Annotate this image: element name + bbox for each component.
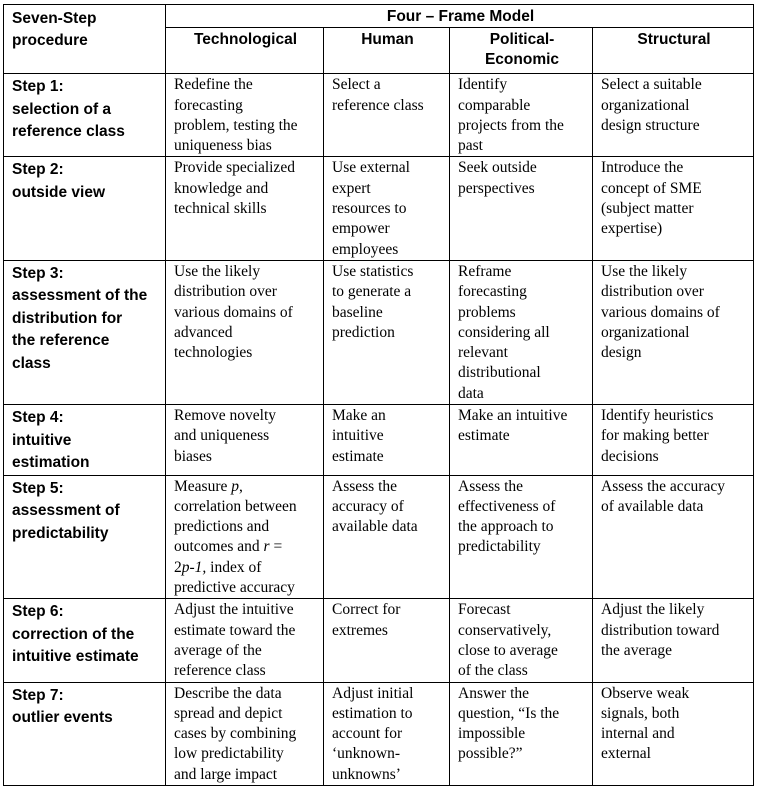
cell-line: possible?” — [458, 745, 523, 763]
cell-line: expert — [332, 179, 371, 197]
cell-line: cases by combining — [174, 725, 297, 743]
cell-line: various domains of — [601, 303, 720, 321]
table-row — [4, 157, 754, 260]
cell-structural — [593, 475, 754, 599]
cell-line: advanced — [174, 323, 233, 341]
step-cell — [4, 475, 166, 599]
cell-line: the approach to — [458, 518, 554, 536]
cell-line: employees — [332, 240, 399, 258]
cell-line: organizational — [601, 323, 690, 341]
cell-technological — [166, 74, 324, 157]
table-row — [4, 74, 754, 157]
cell-line: for making better — [601, 427, 709, 445]
table-row — [4, 260, 754, 404]
cell-line: uniqueness bias — [174, 137, 272, 155]
cell-line: empower — [332, 220, 390, 238]
cell-technological — [166, 475, 324, 599]
cell-line: accuracy of — [332, 497, 404, 515]
step-cell — [4, 599, 166, 682]
step-line: Step 4: — [12, 409, 64, 427]
cell-line: Adjust initial — [332, 684, 414, 702]
cell-line: Use the likely — [174, 262, 261, 280]
cell-line: low predictability — [174, 745, 284, 763]
cell-line: comparable — [458, 96, 531, 114]
cell-line: predictions and — [174, 518, 270, 536]
math-variable: r — [263, 538, 270, 556]
cell-line: Seek outside — [458, 159, 537, 177]
text-fragment: index of — [206, 558, 262, 576]
cell-technological — [166, 260, 324, 404]
cell-line: account for — [332, 725, 403, 743]
cell-line: Use statistics — [332, 262, 414, 280]
col-header-technological: Technological — [166, 28, 324, 74]
step-cell — [4, 260, 166, 404]
cell-line: unknowns’ — [332, 765, 401, 783]
step-line: estimation — [12, 454, 90, 472]
cell-structural — [593, 599, 754, 682]
cell-line — [174, 477, 317, 497]
col-header-political-economic — [450, 28, 593, 74]
cell-line: distribution over — [601, 283, 704, 301]
cell-line: data — [458, 384, 484, 402]
cell-line: Identify heuristics — [601, 407, 714, 425]
step-line: distribution for — [12, 309, 123, 327]
cell-line: external — [601, 745, 651, 763]
cell-line: distributional — [458, 364, 541, 382]
cell-line: baseline — [332, 303, 383, 321]
cell-human — [324, 74, 450, 157]
cell-line: of available data — [601, 497, 704, 515]
cell-line: organizational — [601, 96, 690, 114]
cell-line: design — [601, 344, 642, 362]
cell-line: Correct for — [332, 601, 401, 619]
cell-line: of the class — [458, 662, 528, 680]
text-fragment: Measure — [174, 477, 232, 495]
step-line: assessment of — [12, 502, 120, 520]
group-header: Four – Frame Model — [166, 5, 754, 28]
cell-line: average of the — [174, 641, 262, 659]
cell-line: resources to — [332, 200, 407, 218]
step-line: correction of the — [12, 625, 135, 643]
cell-line: Redefine the — [174, 76, 253, 94]
cell-line: prediction — [332, 323, 395, 341]
cell-line: available data — [332, 518, 418, 536]
cell-line: reference class — [332, 96, 424, 114]
cell-line: reference class — [174, 662, 266, 680]
cell-human — [324, 599, 450, 682]
cell-line: Remove novelty — [174, 407, 277, 425]
cell-line: Use the likely — [601, 262, 688, 280]
col-header-structural: Structural — [593, 28, 754, 74]
cell-line: concept of SME — [601, 179, 702, 197]
step-cell — [4, 405, 166, 476]
cell-line: considering all — [458, 323, 550, 341]
cell-line: Answer the — [458, 684, 530, 702]
cell-line: Make an intuitive — [458, 407, 568, 425]
text-fragment: = — [269, 538, 283, 556]
cell-line: the average — [601, 641, 672, 659]
cell-line: Assess the accuracy — [601, 477, 725, 495]
table-row — [4, 682, 754, 785]
step-line: reference class — [12, 123, 125, 141]
cell-political-economic — [450, 682, 593, 785]
text-fragment: , — [239, 477, 243, 495]
col-header-human: Human — [324, 28, 450, 74]
cell-line: Select a suitable — [601, 76, 702, 94]
step-line: Step 2: — [12, 161, 64, 179]
text-fragment: -1, — [189, 558, 207, 576]
cell-line: extremes — [332, 621, 388, 639]
cell-line: design structure — [601, 116, 700, 134]
cell-line: perspectives — [458, 179, 535, 197]
step-line: outlier events — [12, 709, 113, 727]
step-line: Step 5: — [12, 479, 64, 497]
cell-line: to generate a — [332, 283, 412, 301]
math-variable: p — [231, 477, 239, 495]
corner-line: procedure — [12, 32, 88, 49]
cell-technological — [166, 682, 324, 785]
table-row — [4, 475, 754, 599]
cell-line: forecasting — [174, 96, 243, 114]
cell-structural — [593, 157, 754, 260]
cell-line: spread and depict — [174, 704, 283, 722]
corner-line: Seven-Step — [12, 10, 97, 27]
cell-line: signals, both — [601, 704, 680, 722]
table-row — [4, 405, 754, 476]
cell-line: Reframe — [458, 262, 512, 280]
cell-human — [324, 405, 450, 476]
step-line: intuitive estimate — [12, 648, 139, 666]
col-header-line: Political- — [489, 31, 555, 49]
cell-line: Introduce the — [601, 159, 684, 177]
step-line: intuitive — [12, 431, 72, 449]
cell-line: distribution toward — [601, 621, 720, 639]
cell-line: ‘unknown- — [332, 745, 401, 763]
cell-line: predictive accuracy — [174, 579, 295, 597]
table-row — [4, 599, 754, 682]
cell-line: decisions — [601, 447, 659, 465]
text-fragment: outcomes and — [174, 538, 264, 556]
cell-line: correlation between — [174, 497, 297, 515]
cell-line: distribution over — [174, 283, 277, 301]
cell-line: conservatively, — [458, 621, 552, 639]
step-line: outside view — [12, 183, 106, 201]
cell-human — [324, 260, 450, 404]
cell-technological — [166, 405, 324, 476]
cell-line: estimate toward the — [174, 621, 296, 639]
step-line: assessment of the — [12, 287, 148, 305]
cell-line: internal and — [601, 725, 675, 743]
cell-line: Provide specialized — [174, 159, 295, 177]
cell-political-economic — [450, 74, 593, 157]
cell-line — [174, 558, 317, 578]
cell-structural — [593, 405, 754, 476]
cell-line: intuitive — [332, 427, 384, 445]
cell-line: Select a — [332, 76, 381, 94]
cell-human — [324, 682, 450, 785]
cell-line: technologies — [174, 344, 253, 362]
cell-human — [324, 475, 450, 599]
cell-line — [174, 537, 317, 557]
step-line: selection of a — [12, 100, 112, 118]
text-fragment: 2 — [174, 558, 182, 576]
cell-line: biases — [174, 447, 212, 465]
cell-line: close to average — [458, 641, 558, 659]
cell-structural — [593, 682, 754, 785]
step-cell — [4, 74, 166, 157]
cell-line: question, “Is the — [458, 704, 560, 722]
cell-line: expertise) — [601, 220, 663, 238]
cell-line: Assess the — [332, 477, 398, 495]
step-cell — [4, 682, 166, 785]
cell-line: technical skills — [174, 200, 267, 218]
cell-line: problem, testing the — [174, 116, 298, 134]
cell-line: Adjust the intuitive — [174, 601, 294, 619]
math-variable: p — [181, 558, 190, 576]
step-line: Step 1: — [12, 78, 64, 96]
cell-political-economic — [450, 599, 593, 682]
cell-line: predictability — [458, 538, 541, 556]
corner-header — [4, 5, 166, 74]
cell-line: Assess the — [458, 477, 524, 495]
step-line: Step 7: — [12, 686, 64, 704]
step-line: predictability — [12, 524, 109, 542]
cell-line: and large impact — [174, 765, 278, 783]
cell-line: Forecast — [458, 601, 511, 619]
cell-line: effectiveness of — [458, 497, 556, 515]
cell-structural — [593, 260, 754, 404]
col-header-line: Economic — [484, 51, 560, 69]
cell-political-economic — [450, 405, 593, 476]
cell-line: Make an — [332, 407, 386, 425]
four-frame-table — [3, 4, 754, 786]
step-line: the reference — [12, 332, 110, 350]
cell-line: various domains of — [174, 303, 293, 321]
cell-line: projects from the — [458, 116, 564, 134]
step-line: Step 6: — [12, 603, 64, 621]
cell-line: estimate — [458, 427, 510, 445]
cell-line: Describe the data — [174, 684, 282, 702]
cell-line: problems — [458, 303, 516, 321]
step-line: class — [12, 354, 51, 372]
cell-line: impossible — [458, 725, 526, 743]
cell-line: estimate — [332, 447, 384, 465]
cell-line: knowledge and — [174, 179, 269, 197]
cell-line: (subject matter — [601, 200, 694, 218]
cell-line: estimation to — [332, 704, 413, 722]
cell-political-economic — [450, 260, 593, 404]
cell-line: past — [458, 137, 483, 155]
cell-line: Observe weak — [601, 684, 690, 702]
cell-line: Identify — [458, 76, 508, 94]
step-cell — [4, 157, 166, 260]
cell-line: relevant — [458, 344, 508, 362]
cell-line: forecasting — [458, 283, 527, 301]
step-line: Step 3: — [12, 264, 64, 282]
cell-line: Use external — [332, 159, 410, 177]
cell-human — [324, 157, 450, 260]
cell-technological — [166, 599, 324, 682]
cell-political-economic — [450, 157, 593, 260]
cell-technological — [166, 157, 324, 260]
cell-line: Adjust the likely — [601, 601, 705, 619]
cell-political-economic — [450, 475, 593, 599]
cell-structural — [593, 74, 754, 157]
cell-line: and uniqueness — [174, 427, 270, 445]
